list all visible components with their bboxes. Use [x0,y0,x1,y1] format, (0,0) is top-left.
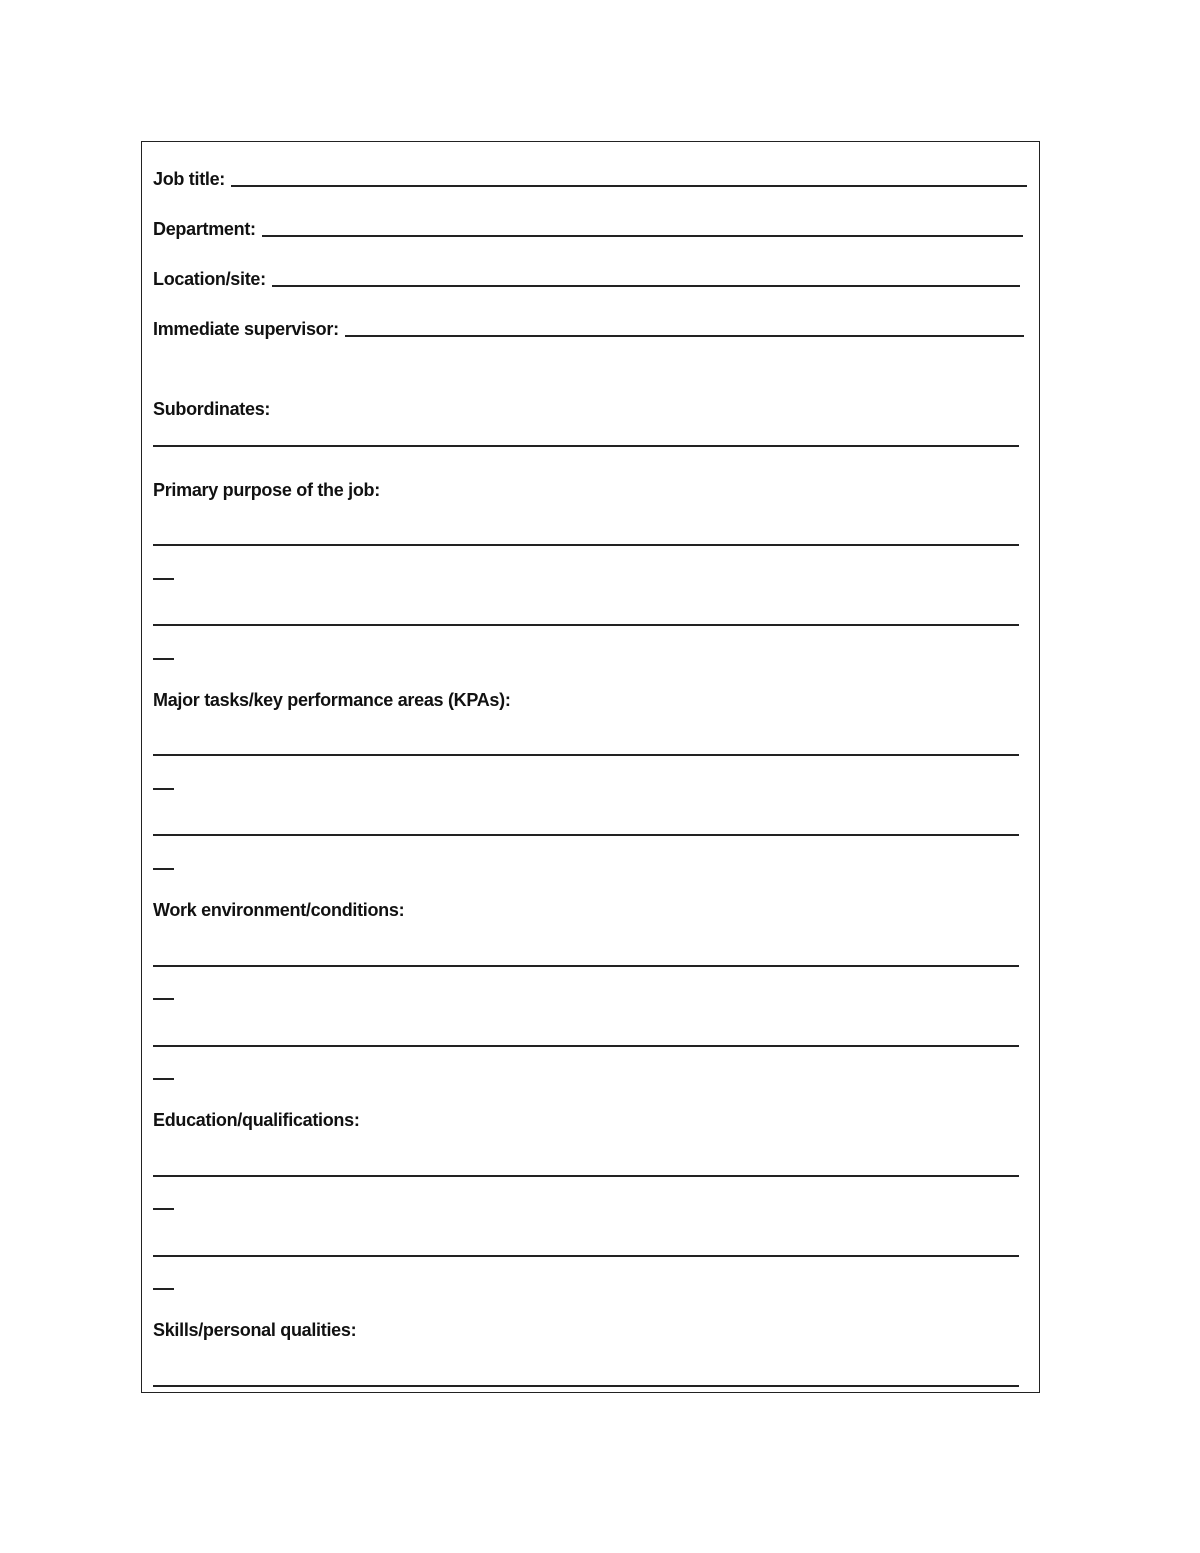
education-line-1-tail [153,1208,174,1210]
location-label: Location/site: [153,269,266,289]
job-title-label: Job title: [153,169,225,189]
job-title-input-line[interactable] [231,185,1027,187]
primary-purpose-line-1-tail [153,578,174,580]
primary-purpose-line-2-tail [153,658,174,660]
education-line-1[interactable] [153,1175,1019,1177]
education-line-2[interactable] [153,1255,1019,1257]
subordinates-label: Subordinates: [153,399,271,419]
work-environment-label: Work environment/conditions: [153,900,405,920]
work-environment-line-2[interactable] [153,1045,1019,1047]
location-input-line[interactable] [272,285,1020,287]
skills-line-1[interactable] [153,1385,1019,1387]
work-environment-line-2-tail [153,1078,174,1080]
primary-purpose-line-2[interactable] [153,624,1019,626]
major-tasks-line-2[interactable] [153,834,1019,836]
department-field [153,218,1023,240]
major-tasks-line-1[interactable] [153,754,1019,756]
major-tasks-line-1-tail [153,788,174,790]
job-description-form [141,141,1040,1393]
skills-label: Skills/personal qualities: [153,1320,357,1340]
department-input-line[interactable] [262,235,1023,237]
primary-purpose-label: Primary purpose of the job: [153,480,380,500]
work-environment-line-1[interactable] [153,965,1019,967]
supervisor-field [153,318,1024,340]
major-tasks-line-2-tail [153,868,174,870]
subordinates-line-1[interactable] [153,445,1019,447]
job-title-field [153,168,1027,190]
supervisor-input-line[interactable] [345,335,1024,337]
department-label: Department: [153,219,256,239]
location-field [153,268,1020,290]
primary-purpose-line-1[interactable] [153,544,1019,546]
work-environment-line-1-tail [153,998,174,1000]
education-label: Education/qualifications: [153,1110,360,1130]
education-line-2-tail [153,1288,174,1290]
supervisor-label: Immediate supervisor: [153,319,339,339]
major-tasks-label: Major tasks/key performance areas (KPAs): [153,690,511,710]
